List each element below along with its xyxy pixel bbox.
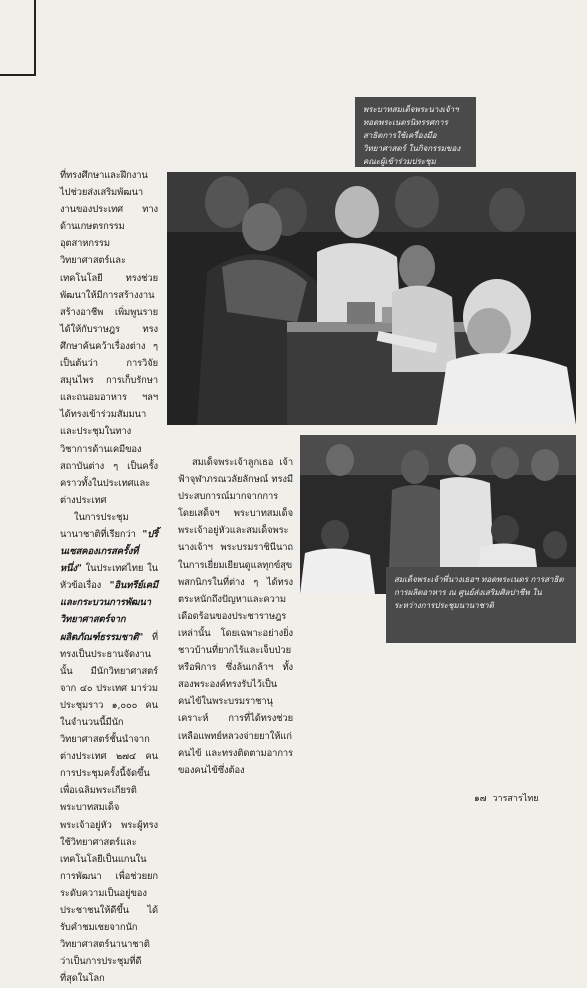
- photo-caption-bottom: สมเด็จพระเจ้าพี่นางเธอฯ ทอดพระเนตร การสาธิตการผลิตอาหาร ณ ศูนย์ส่งเสริมศิลปาชีพ ในระหว่างการประชุมนานาชาติ: [386, 567, 576, 643]
- publication-name: วารสารไทย: [492, 794, 539, 804]
- page-number: ๑๗: [474, 794, 487, 804]
- corner-rule-horizontal: [0, 74, 36, 76]
- corner-rule-vertical: [34, 0, 36, 76]
- page-footer: [474, 791, 539, 805]
- photo-lab-demonstration: [167, 172, 576, 425]
- text-column-right: [178, 454, 293, 800]
- photo-lab-demonstration-image: [167, 172, 576, 425]
- emphasis-congress-name: "ปริ้นเซสคองเกรสครั้งที่หนึ่ง": [60, 528, 158, 575]
- emphasis-topic: "อินทรีย์เคมีและกระบวนการพัฒนาวิทยาศาสตร์จากผลิตภัณฑ์ธรรมชาติ": [60, 580, 158, 643]
- photo-caption-top: พระบาทสมเด็จพระนางเจ้าฯ ทอดพระเนตรนิทรรศการ สาธิตการใช้เครื่องมือวิทยาศาสตร์ ในกิจกรรมของคณะผู้เข้าร่วมประชุม: [355, 97, 476, 167]
- paragraph: สมเด็จพระเจ้าลูกเธอ เจ้าฟ้าจุฬาภรณวลัยลักษณ์ ทรงมีประสบการณ์มากจากการโดยเสด็จฯ พระบาทสมเด็จพระเจ้าอยู่หัวและสมเด็จพระนางเจ้าฯ พระบรมราชินีนาถ ในการเยี่ยมเยียนดูแลทุกข์สุขพสกนิกรในที่ต่าง ๆ ได้ทรงตระหนักถึงปัญหาและความเดือดร้อนของประชาราษฎรเหล่านั้น โดยเฉพาะอย่างยิ่งชาวบ้านที่ยากไร้และเจ็บป่วยหรือพิการ ซึ่งล้นเกล้าฯ ทั้งสองพระองค์ทรงรับไว้เป็นคนไข้ในพระบรมราชานุเคราะห์ การที่ได้ทรงช่วยเหลือแพทย์หลวงจ่ายยาให้แก่คนไข้ และทรงติดตามอาการของคนไข้ซึ่งต้อง: [178, 457, 293, 776]
- text-column-left: [60, 167, 158, 988]
- paragraph: ที่ทรงศึกษาและฝึกงานไปช่วยส่งเสริมพัฒนางานของประเทศ ทางด้านเกษตรกรรม อุตสาหกรรม วิทยาศาสตร์และเทคโนโลยี ทรงช่วยพัฒนาให้มีการสร้างงาน สร้างอาชีพ เพิ่มพูนรายได้ให้กับราษฎร ทรงศึกษาค้นคว้าเรื่องต่าง ๆ เป็นต้นว่า การวิจัยสมุนไพร การเก็บรักษาและถนอมอาหาร ฯลฯ ได้ทรงเข้าร่วมสัมมนาและประชุมในทางวิชาการด้านเคมีของสถาบันต่าง ๆ เป็นครั้งคราวทั้งในประเทศและต่างประเทศ: [60, 170, 158, 506]
- paragraph: ในการประชุมนานาชาติที่เรียกว่า "ปริ้นเซสคองเกรสครั้งที่หนึ่ง" ในประเทศไทย ในหัวข้อเรื่อง "อินทรีย์เคมีและกระบวนการพัฒนาวิทยาศาสตร์จากผลิตภัณฑ์ธรรมชาติ" ที่ทรงเป็นประธานจัดงานนั้น มีนักวิทยาศาสตร์จาก ๔๐ ประเทศ มาร่วมประชุมราว ๑,๐๐๐ คน ในจำนวนนี้มีนักวิทยาศาสตร์ชั้นนำจากต่างประเทศ ๒๗๔ คน การประชุมครั้งนี้จัดขึ้นเพื่อเฉลิมพระเกียรติพระบาทสมเด็จพระเจ้าอยู่หัว พระผู้ทรงใช้วิทยาศาสตร์และเทคโนโลยีเป็นแกนในการพัฒนา เพื่อช่วยยกระดับความเป็นอยู่ของประชาชนให้ดีขึ้น ได้รับคำชมเชยจากนักวิทยาศาสตร์นานาชาติว่าเป็นการประชุมที่ดีที่สุดในโลก: [60, 511, 158, 985]
